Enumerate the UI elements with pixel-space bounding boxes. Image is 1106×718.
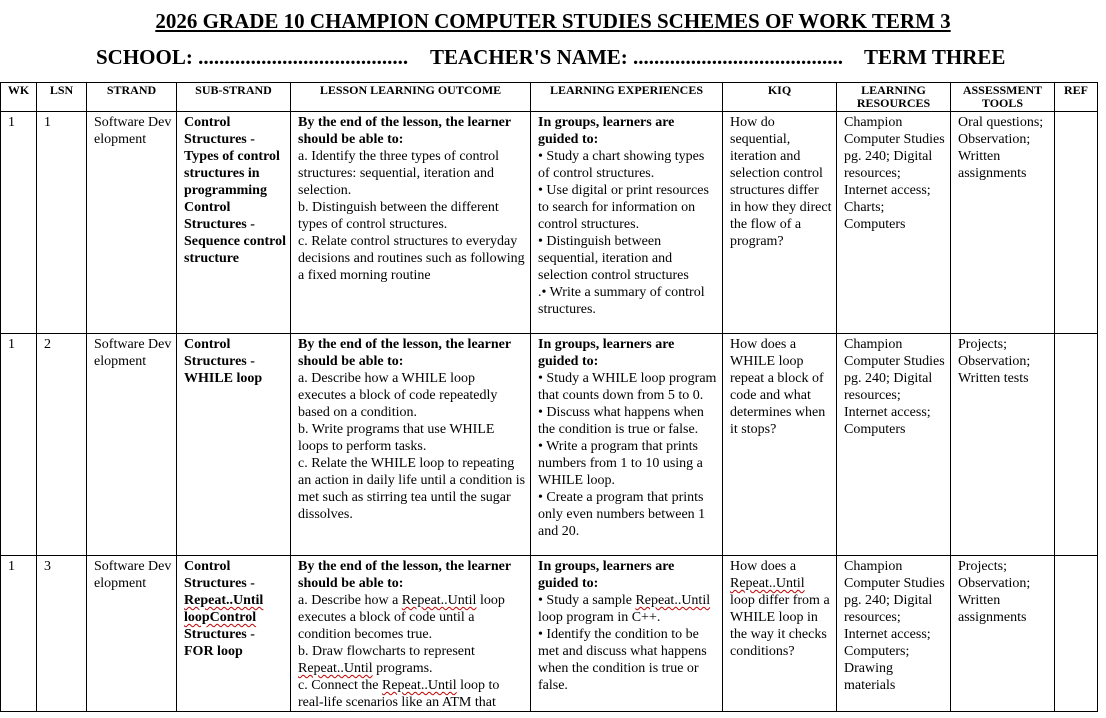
text-part: Repeat..Until bbox=[635, 593, 711, 608]
experience-item: • Identify the condition to be met and discuss what happens when the condition is true or false. bbox=[538, 627, 707, 693]
teacher-name-field: TEACHER'S NAME: ........................................ bbox=[430, 45, 844, 69]
cell-strand: Software Development bbox=[87, 556, 177, 712]
scheme-of-work-table bbox=[0, 82, 1098, 712]
cell-substrand: Control Structures - Types of control structures in programming Control Structures - Sequence control structure bbox=[177, 112, 291, 334]
text-part: loop executes a block of code until a condition becomes true. bbox=[298, 593, 505, 642]
experience-item: • Distinguish between sequential, iteration and selection control structures bbox=[538, 234, 689, 283]
cell-resources: Champion Computer Studies pg. 240; Digital resources; Internet access; Computers; Drawing materials bbox=[837, 556, 951, 712]
table-row bbox=[1, 556, 1098, 712]
experience-item: • Study a chart showing types of control structures. bbox=[538, 149, 705, 181]
header-kiq: KIQ bbox=[723, 83, 837, 112]
cell-resources: Champion Computer Studies pg. 240; Digital resources; Internet access; Charts; Computers bbox=[837, 112, 951, 334]
cell-ref bbox=[1055, 334, 1098, 556]
header-strand: STRAND bbox=[87, 83, 177, 112]
substrand-part: Structures - FOR loop bbox=[184, 627, 255, 659]
substrand-part: Control Structures - bbox=[184, 337, 255, 369]
text-part: Repeat..Until bbox=[298, 661, 373, 676]
cell-resources: Champion Computer Studies pg. 240; Digital resources; Internet access; Computers bbox=[837, 334, 951, 556]
outcome-item bbox=[298, 643, 526, 677]
header-assessment-line2: TOOLS bbox=[981, 96, 1024, 110]
outcome-intro: By the end of the lesson, the learner should be able to: bbox=[298, 559, 511, 591]
substrand-part: Control Structures - bbox=[184, 559, 255, 591]
text-part: b. Draw flowcharts to represent bbox=[298, 644, 475, 659]
text-part: programs. bbox=[372, 661, 433, 676]
cell-lsn: 3 bbox=[37, 556, 87, 712]
header-experiences: LEARNING EXPERIENCES bbox=[531, 83, 723, 112]
experience-item: • Discuss what happens when the condition is true or false. bbox=[538, 405, 704, 437]
outcome-item: b. Distinguish between the different types of control structures. bbox=[298, 200, 499, 232]
experience-item: • Study a WHILE loop program that counts down from 5 to 0. bbox=[538, 371, 717, 403]
cell-outcome bbox=[291, 334, 531, 556]
cell-wk: 1 bbox=[1, 112, 37, 334]
outcome-intro: By the end of the lesson, the learner should be able to: bbox=[298, 115, 511, 147]
header-wk: WK bbox=[1, 83, 37, 112]
cell-experiences bbox=[531, 112, 723, 334]
cell-experiences bbox=[531, 556, 723, 712]
text-part: Repeat..Until bbox=[401, 593, 477, 608]
header-substrand: SUB-STRAND bbox=[177, 83, 291, 112]
header-outcome: LESSON LEARNING OUTCOME bbox=[291, 83, 531, 112]
cell-substrand bbox=[177, 556, 291, 712]
cell-lsn: 1 bbox=[37, 112, 87, 334]
substrand-part: Repeat..Until loopControl bbox=[184, 593, 264, 625]
text-part: Repeat..Until bbox=[381, 678, 457, 693]
cell-strand: Software Development bbox=[87, 112, 177, 334]
experience-item: .• Write a summary of control structures. bbox=[538, 285, 705, 317]
cell-kiq: How does a WHILE loop repeat a block of code and what determines when it stops? bbox=[723, 334, 837, 556]
cell-ref bbox=[1055, 556, 1098, 712]
outcome-item: c. Relate the WHILE loop to repeating an action in daily life until a condition is met such as stirring tea until the sugar dissolves. bbox=[298, 456, 526, 522]
header-resources-line2: RESOURCES bbox=[856, 96, 931, 110]
experience-item bbox=[538, 592, 718, 626]
outcome-item: c. Relate control structures to everyday decisions and routines such as following a fixed morning routine bbox=[298, 234, 525, 283]
text-part: loop differ from a WHILE loop in the way it checks conditions? bbox=[730, 593, 830, 659]
cell-kiq bbox=[723, 556, 837, 712]
cell-experiences bbox=[531, 334, 723, 556]
experience-item: • Use digital or print resources to search for information on control structures. bbox=[538, 183, 709, 232]
text-part: • Study a sample bbox=[538, 593, 636, 608]
experience-intro: In groups, learners are guided to: bbox=[538, 115, 675, 147]
header-ref: REF bbox=[1055, 83, 1098, 112]
text-part: How does a bbox=[730, 559, 797, 574]
cell-ref bbox=[1055, 112, 1098, 334]
text-part: loop program in C++. bbox=[538, 610, 661, 625]
cell-wk: 1 bbox=[1, 556, 37, 712]
cell-wk: 1 bbox=[1, 334, 37, 556]
cell-outcome bbox=[291, 112, 531, 334]
experience-item: • Create a program that prints only even numbers between 1 and 20. bbox=[538, 490, 706, 539]
outcome-item: b. Write programs that use WHILE loops to perform tasks. bbox=[298, 422, 495, 454]
table-header-row bbox=[1, 83, 1098, 112]
text-part: c. Connect the bbox=[298, 678, 382, 693]
cell-assessment: Projects; Observation; Written tests bbox=[951, 334, 1055, 556]
cell-assessment: Oral questions; Observation; Written assignments bbox=[951, 112, 1055, 334]
outcome-item: a. Describe how a WHILE loop executes a block of code repeatedly based on a condition. bbox=[298, 371, 498, 420]
term-label: TERM THREE bbox=[864, 45, 1006, 69]
table-row bbox=[1, 334, 1098, 556]
header-resources bbox=[837, 83, 951, 112]
text-part: loop to real-life scenarios like an ATM that bbox=[298, 678, 500, 710]
text-part: Repeat..Until bbox=[730, 576, 805, 591]
cell-substrand bbox=[177, 334, 291, 556]
experience-item: • Write a program that prints numbers from 1 to 10 using a WHILE loop. bbox=[538, 439, 703, 488]
header-assessment bbox=[951, 83, 1055, 112]
outcome-item bbox=[298, 677, 526, 711]
cell-assessment: Projects; Observation; Written assignments bbox=[951, 556, 1055, 712]
experience-intro: In groups, learners are guided to: bbox=[538, 337, 675, 369]
text-part: a. Describe how a bbox=[298, 593, 402, 608]
experience-intro: In groups, learners are guided to: bbox=[538, 559, 675, 591]
cell-strand: Software Development bbox=[87, 334, 177, 556]
document-title: 2026 GRADE 10 CHAMPION COMPUTER STUDIES SCHEMES OF WORK TERM 3 bbox=[155, 9, 951, 33]
header-lsn: LSN bbox=[37, 83, 87, 112]
header-assessment-line1: ASSESSMENT bbox=[962, 83, 1043, 97]
school-field: SCHOOL: ........................................ bbox=[96, 45, 409, 69]
outcome-item bbox=[298, 592, 526, 643]
substrand-part: WHILE loop bbox=[184, 371, 263, 386]
outcome-item: a. Identify the three types of control structures: sequential, iteration and selection. bbox=[298, 149, 499, 198]
header-resources-line1: LEARNING bbox=[861, 83, 926, 97]
cell-outcome bbox=[291, 556, 531, 712]
outcome-intro: By the end of the lesson, the learner should be able to: bbox=[298, 337, 511, 369]
cell-kiq: How do sequential, iteration and selection control structures differ in how they direct the flow of a program? bbox=[723, 112, 837, 334]
cell-lsn: 2 bbox=[37, 334, 87, 556]
table-row bbox=[1, 112, 1098, 334]
document-subheader bbox=[0, 45, 1106, 73]
